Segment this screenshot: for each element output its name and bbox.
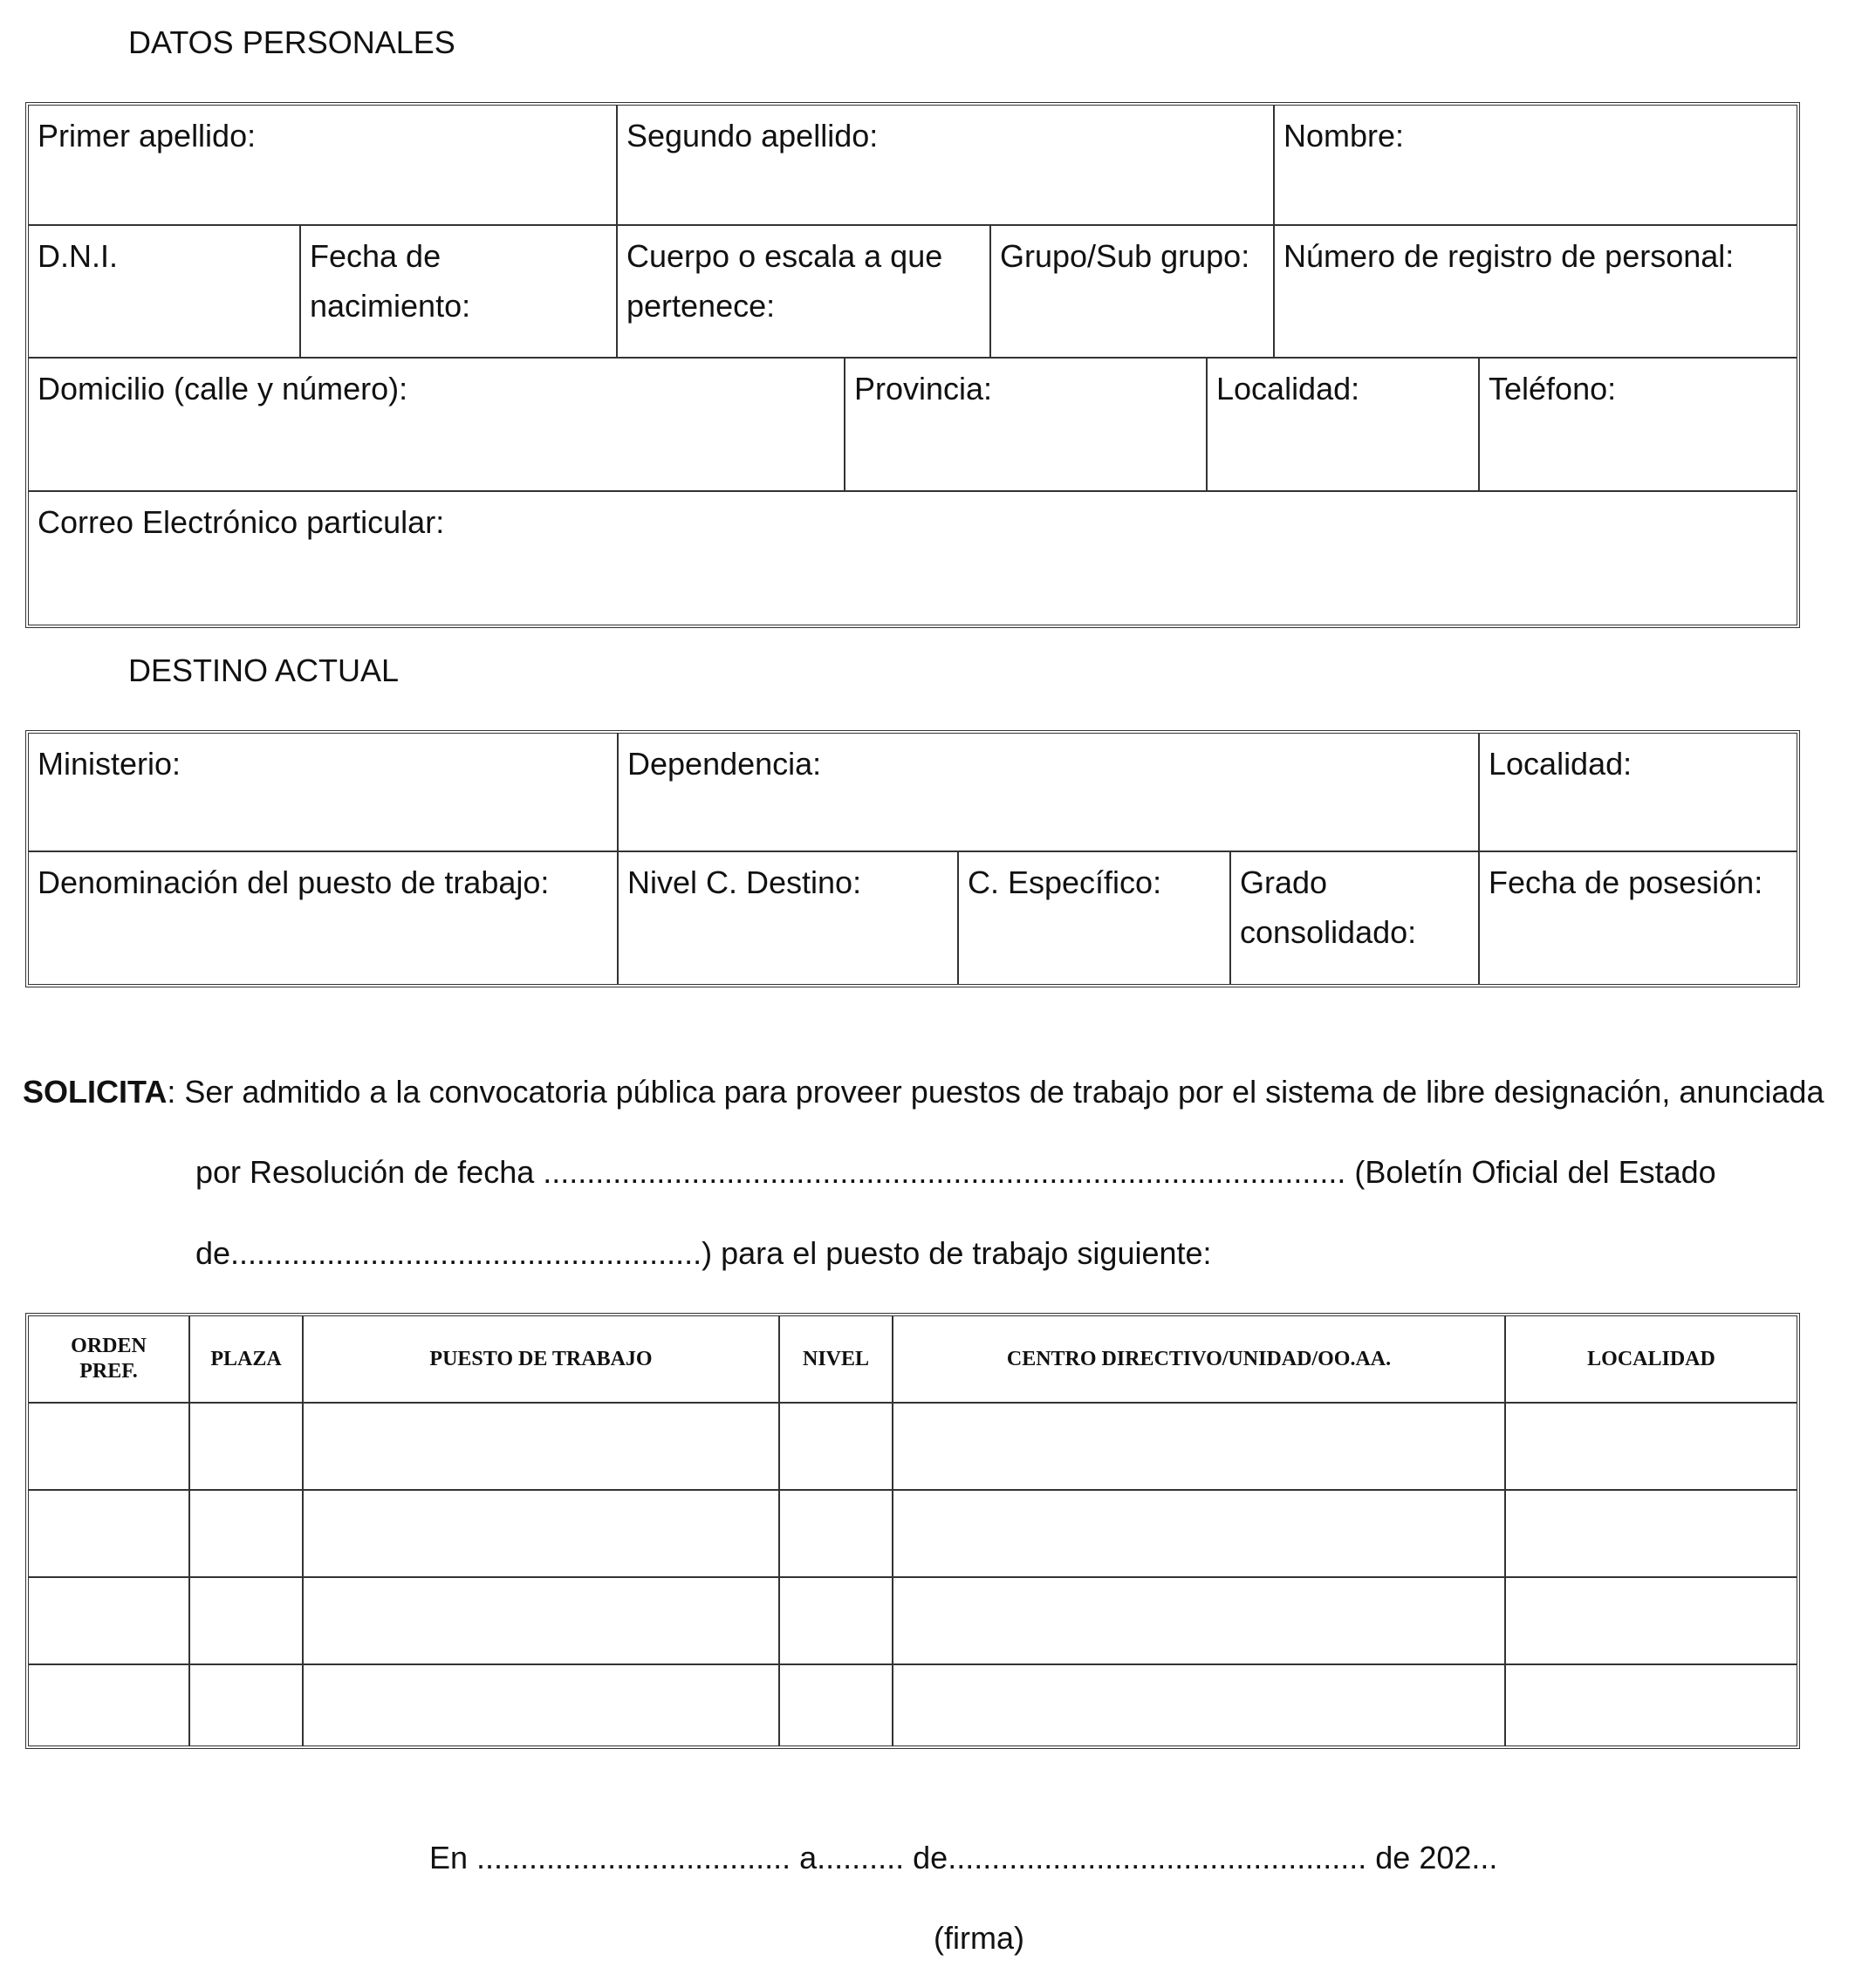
table-cell[interactable] [190,1665,304,1745]
field-dependencia[interactable] [619,734,1480,852]
field-label: Nombre: [1283,118,1405,154]
table-cell[interactable] [304,1665,780,1745]
column-header-localidad: LOCALIDAD [1506,1316,1797,1404]
table-cell[interactable] [893,1404,1506,1491]
table-cell[interactable] [304,1404,780,1491]
field-nivel-destino[interactable] [619,852,959,984]
column-header-centro-directivo: CENTRO DIRECTIVO/UNIDAD/OO.AA. [893,1316,1506,1404]
table-cell[interactable] [29,1665,190,1745]
puestos-table [25,1313,1800,1749]
table-cell[interactable] [893,1491,1506,1578]
field-domicilio[interactable] [29,359,845,492]
table-cell[interactable] [1506,1404,1797,1491]
field-label: Localidad: [1216,371,1360,406]
table-cell[interactable] [1506,1578,1797,1665]
table-cell[interactable] [780,1404,893,1491]
table-cell[interactable] [190,1491,304,1578]
field-label: Nivel C. Destino: [627,864,862,900]
table-cell[interactable] [780,1578,893,1665]
field-label: Grupo/Sub grupo: [1000,238,1250,274]
table-cell[interactable] [304,1491,780,1578]
datos-personales-form [25,102,1800,628]
table-cell[interactable] [1506,1665,1797,1745]
solicita-line-1 [23,1073,1824,1111]
table-cell[interactable] [780,1665,893,1745]
field-localidad[interactable] [1208,359,1480,492]
field-label: Ministerio: [38,746,181,782]
table-cell[interactable] [29,1491,190,1578]
destino-actual-form [25,730,1800,987]
column-header-puesto-trabajo: PUESTO DE TRABAJO [304,1316,780,1404]
section-title-datos-personales: DATOS PERSONALES [128,24,455,60]
field-label: Fecha de nacimiento: [310,238,471,324]
table-cell[interactable] [190,1404,304,1491]
field-ministerio[interactable] [29,734,619,852]
field-cuerpo-escala[interactable] [618,226,991,359]
column-header-nivel: NIVEL [780,1316,893,1404]
column-header-plaza: PLAZA [190,1316,304,1404]
field-dni[interactable] [29,226,301,359]
section-title-destino-actual: DESTINO ACTUAL [128,652,400,688]
field-label: Cuerpo o escala a que pertenece: [626,238,943,324]
field-label: Localidad: [1489,746,1633,782]
solicita-label: SOLICITA [23,1074,168,1110]
table-cell[interactable] [304,1578,780,1665]
field-denominacion-puesto[interactable] [29,852,619,984]
solicita-line-2: por Resolución de fecha ............................................................................................ (Boletín Oficial del Estado [195,1154,1716,1190]
field-label: Correo Electrónico particular: [38,504,445,540]
field-label: Domicilio (calle y número): [38,371,408,406]
solicita-line-3: de......................................................) para el puesto de trabajo siguiente: [195,1235,1212,1271]
solicita-text: : Ser admitido a la convocatoria pública para proveer puestos de trabajo por el sistema de libre designación, anunciada [167,1074,1824,1110]
field-segundo-apellido[interactable] [618,106,1275,226]
table-cell[interactable] [190,1578,304,1665]
field-label: Primer apellido: [38,118,257,154]
field-complemento-especifico[interactable] [959,852,1231,984]
field-fecha-nacimiento[interactable] [301,226,618,359]
field-label: Provincia: [854,371,993,406]
table-cell[interactable] [893,1665,1506,1745]
field-grado-consolidado[interactable] [1231,852,1480,984]
column-header-orden-pref: ORDEN PREF. [29,1316,190,1404]
field-label: Denominación del puesto de trabajo: [38,864,550,900]
field-label: Fecha de posesión: [1489,864,1763,900]
field-label: D.N.I. [38,238,119,274]
field-label: Número de registro de personal: [1283,238,1735,274]
field-label: Segundo apellido: [626,118,879,154]
table-cell[interactable] [29,1578,190,1665]
field-numero-registro[interactable] [1275,226,1797,359]
field-grupo-subgrupo[interactable] [991,226,1275,359]
field-nombre[interactable] [1275,106,1797,226]
field-label: C. Específico: [968,864,1162,900]
field-fecha-posesion[interactable] [1480,852,1797,984]
table-cell[interactable] [29,1404,190,1491]
field-primer-apellido[interactable] [29,106,618,226]
field-localidad-destino[interactable] [1480,734,1797,852]
field-telefono[interactable] [1480,359,1797,492]
date-line: En .................................... a.......... de................................................ de 202... [429,1840,1498,1875]
field-label: Grado consolidado: [1240,864,1417,950]
signature-label: (firma) [934,1920,1024,1956]
field-correo-electronico[interactable] [29,492,1797,625]
table-cell[interactable] [780,1491,893,1578]
field-label: Teléfono: [1489,371,1617,406]
table-cell[interactable] [893,1578,1506,1665]
field-provincia[interactable] [845,359,1208,492]
field-label: Dependencia: [627,746,822,782]
table-cell[interactable] [1506,1491,1797,1578]
